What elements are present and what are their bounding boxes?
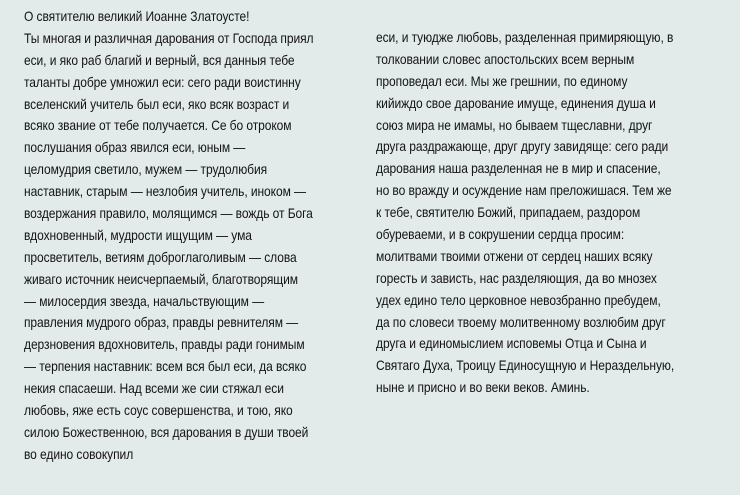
text-line: — милосердия звезда, начальствующим — xyxy=(24,292,265,309)
text-line: ныне и присно и во веки веков. Аминь. xyxy=(376,379,590,396)
text-line: таланты добре умножил еси: сего ради воистинну xyxy=(24,73,301,90)
text-line: к тебе, святителю Божий, припадаем, раздором xyxy=(376,204,641,221)
text-line: некия спасаеши. Над всеми же сии стяжал еси xyxy=(24,380,284,397)
text-line: послушания образ явился еси, юным — xyxy=(24,139,246,156)
text-line: друга и единомыслием исповемы Отца и Сына и xyxy=(376,335,647,352)
text-line: во едино совокупил xyxy=(24,445,134,462)
text-line: обуреваеми, и в сокрушении сердца просим: xyxy=(376,226,625,243)
left-text-block xyxy=(24,28,364,466)
prayer-title: О святителю великий Иоанне Златоусте! xyxy=(24,8,250,24)
text-line: но во вражду и осуждение нам преложишася. Тем же xyxy=(376,182,672,199)
text-line: воздержания правило, молящимся — вождь от Бога xyxy=(24,205,313,222)
text-line: всяко звание от тебе получается. Се бо отроком xyxy=(24,117,292,134)
text-line: да по словеси твоему молитвенному возлюбим друг xyxy=(376,313,666,330)
text-line: молитвами твоими отжени от сердец наших всяку xyxy=(376,247,653,264)
text-line: — терпения наставник: всем вся был еси, да всяко xyxy=(24,358,307,375)
text-line: кийиждо свое дарование имуще, единения душа и xyxy=(376,94,656,111)
text-line: живаго источник неисчерпаемый, благотворящим xyxy=(24,270,298,287)
text-line: Святаго Духа, Троицу Единосущную и Нераздельную, xyxy=(376,357,675,374)
text-line: Ты многая и различная дарования от Господа приял xyxy=(24,29,314,46)
text-line: правления мудрого образ, правды ревнителям — xyxy=(24,314,299,331)
text-line: удех едино тело церковное невозбранно пребудем, xyxy=(376,291,661,308)
text-line: союз мира не имамы, но бываем тщеславни, друг xyxy=(376,116,653,133)
text-line: целомудрия светило, мужем — трудолюбия xyxy=(24,161,268,178)
right-text-block xyxy=(376,27,736,399)
text-line: еси, и яко раб благий и верный, вся данныя тебе xyxy=(24,51,295,68)
left-column xyxy=(24,0,364,466)
text-line: дерзновения вдохновитель, правды ради гонимым xyxy=(24,336,305,353)
text-line: еси, и туюдже любовь, разделенная примиряющую, в xyxy=(376,29,674,45)
text-line: любовь, яже есть соус совершенства, и тою, яко xyxy=(24,402,293,419)
text-line: друга раздражающе, друг другу завидяще: сего ради xyxy=(376,138,669,155)
right-column xyxy=(376,27,736,399)
text-line: вдохновенный, мудрости ищущим — ума xyxy=(24,226,252,243)
text-line: проповедал еси. Мы же грешнии, по единому xyxy=(376,72,628,89)
text-line: толковании словес апостольских всем верным xyxy=(376,50,635,67)
text-line: дарования наша разделенная не в мир и спасение, xyxy=(376,160,661,177)
text-line: просветитель, ветиям доброглаголивым — слова xyxy=(24,248,297,265)
text-line: вселенский учитель был еси, яко всяк возраст и xyxy=(24,95,290,112)
text-line: наставник, старым — незлобия учитель, иноком — xyxy=(24,183,306,200)
text-line: горесть и зависть, нас разделяющия, да во мнозех xyxy=(376,269,657,286)
text-line: силою Божественною, вся дарования в души твоей xyxy=(24,423,309,440)
